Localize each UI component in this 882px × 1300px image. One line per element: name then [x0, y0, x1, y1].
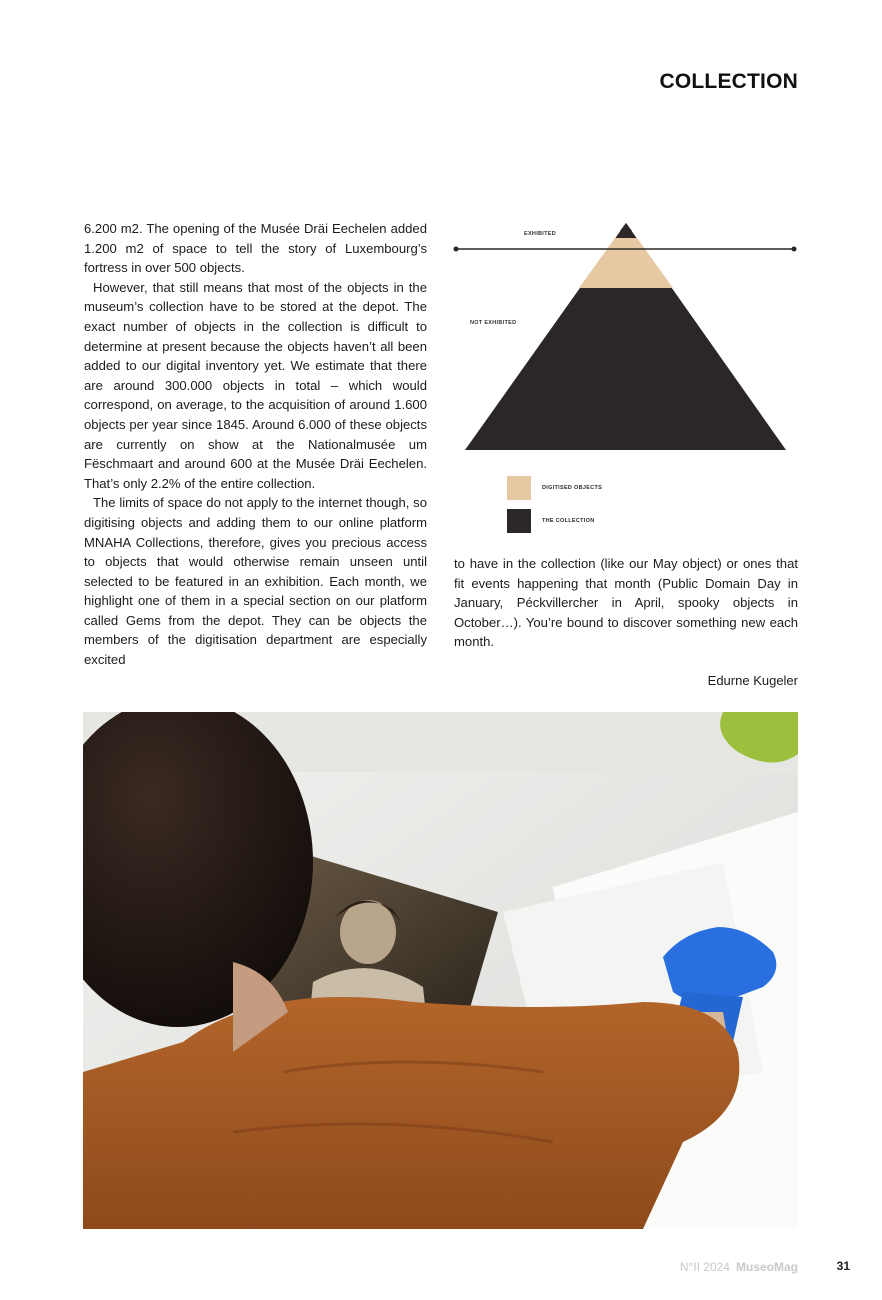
- footer: [680, 1260, 798, 1274]
- article-paragraph: to have in the collection (like our May object) or ones that fit events happening that month (Public Domain Day in January, Péckvillercher in April, spooky objects in October…). You’re bound to discover something new each month.: [454, 556, 798, 650]
- article-column-right: [454, 554, 798, 652]
- digitisation-photo: [83, 712, 798, 1229]
- pyramid-graphic: [452, 218, 798, 548]
- article-paragraph: However, that still means that most of the objects in the museum’s collection have to be stored at the depot. The exact number of objects in the collection is difficult to determine at present because the objects haven’t all been added to our digital inventory yet. We estimate that there are around 300.000 objects in total – which would correspond, on average, to the acquisition of around 1.600 objects per year since 1845. Around 6.000 of these objects are currently on show at the Nationalmusée um Fëschmaart and around 600 at the Musée Dräi Eechelen. That’s only 2.2% of the entire collection.: [84, 279, 427, 491]
- article-column-left: [84, 219, 427, 670]
- page-number: 31: [836, 1259, 850, 1273]
- issue-number: N°II 2024: [679, 1260, 730, 1274]
- legend-label: THE COLLECTION: [542, 518, 595, 524]
- exhibited-line-end: [792, 247, 797, 252]
- pyramid-digitised-band: [579, 238, 673, 288]
- legend-item-digitised: [507, 476, 602, 500]
- legend-swatch-collection: [507, 509, 531, 533]
- section-title: COLLECTION: [659, 70, 798, 93]
- article-paragraph: The limits of space do not apply to the internet though, so digitising objects and adding them to our online platform MNAHA Collections, therefore, gives you precious access to objects that would otherwise remain unseen until selected to be featured in an exhibition. Each month, we highlight one of them in a special section on our platform called Gems from the depot. They can be objects the members of the digitisation department are especially excited: [84, 495, 427, 668]
- legend-label: DIGITISED OBJECTS: [542, 485, 603, 491]
- legend-swatch-digitised: [507, 476, 531, 500]
- photo-illustration: [83, 712, 798, 1229]
- author-byline: Edurne Kugeler: [707, 673, 798, 688]
- collection-pyramid-infographic: [452, 218, 798, 548]
- article-paragraph: 6.200 m2. The opening of the Musée Dräi Eechelen added 1.200 m2 of space to tell the story of Luxembourg’s fortress in over 500 objects.: [84, 221, 427, 276]
- magazine-name: MuseoMag: [735, 1260, 798, 1274]
- legend-item-collection: [507, 509, 594, 533]
- not-exhibited-label: NOT EXHIBITED: [470, 320, 517, 326]
- exhibited-line-start: [454, 247, 459, 252]
- pyramid-tip: [620, 223, 632, 231]
- exhibited-label: EXHIBITED: [524, 231, 557, 237]
